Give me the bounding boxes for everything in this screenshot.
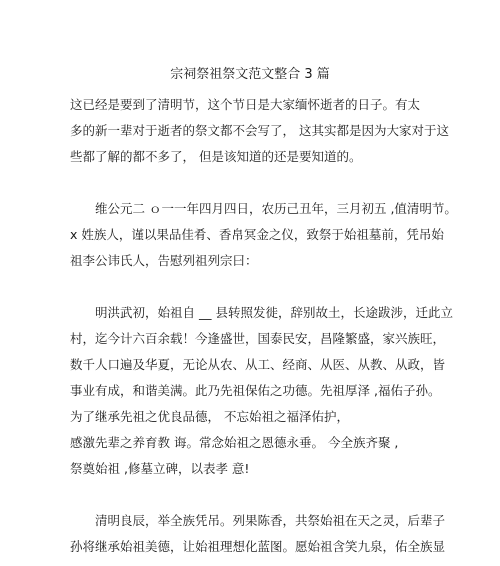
closing-line-1: 清明良辰，举全族凭吊。列果陈香，共祭始祖在天之灵，后辈子 [95, 513, 446, 528]
intro-line-3: 些都了解的都不多了， 但是该知道的还是要知道的。 [70, 149, 362, 164]
intro-line-1: 这已经是要到了清明节，这个节日是大家缅怀逝者的日子。有太 [70, 97, 421, 112]
dedication-line-1: 维公元二 ｏ一一年四月四日，农历己丑年，三月初五 ,值清明节。 [95, 201, 457, 216]
history-line-3: 数千人口遍及华夏，无论从农、从工、经商、从医、从教、从政，皆 [70, 357, 446, 372]
history-line-2: 村，迄今计六百余载！今逢盛世，国泰民安，昌隆繁盛，家兴族旺， [70, 331, 446, 346]
history-line-6: 感激先辈之养育教 诲。常念始祖之恩德永垂。 今全族齐聚 , [70, 435, 399, 450]
intro-line-2: 多的新一辈对于逝者的祭文都不会写了， 这其实都是因为大家对于这 [70, 123, 449, 138]
history-line-5: 为了继承先祖之优良品德， 不忘始祖之福泽佑护， [70, 409, 349, 424]
history-line-1: 明洪武初，始祖自 __ 县转照发徙，辞别故土，长途跋涉，迁此立 [95, 305, 453, 320]
dedication-line-3: 祖李公讳氏人，告慰列祖列宗曰： [70, 253, 258, 268]
dedication-line-2: x 姓族人，谨以果品佳肴、香帛冥金之仪，致祭于始祖墓前，凭吊始 [70, 227, 444, 242]
document-title: 宗祠祭祖祭文范文整合 3 篇 [170, 67, 330, 82]
closing-line-2: 孙将继承始祖美德，让始祖理想化蓝图。愿始祖含笑九泉，佑全族显 [70, 539, 446, 554]
history-line-4: 事业有成，和谐美满。此乃先祖保佑之功德。先祖厚泽 ,福佑子孙。 [70, 383, 441, 398]
history-line-7: 祭奠始祖 ,修墓立碑，以表孝 意! [70, 461, 250, 476]
